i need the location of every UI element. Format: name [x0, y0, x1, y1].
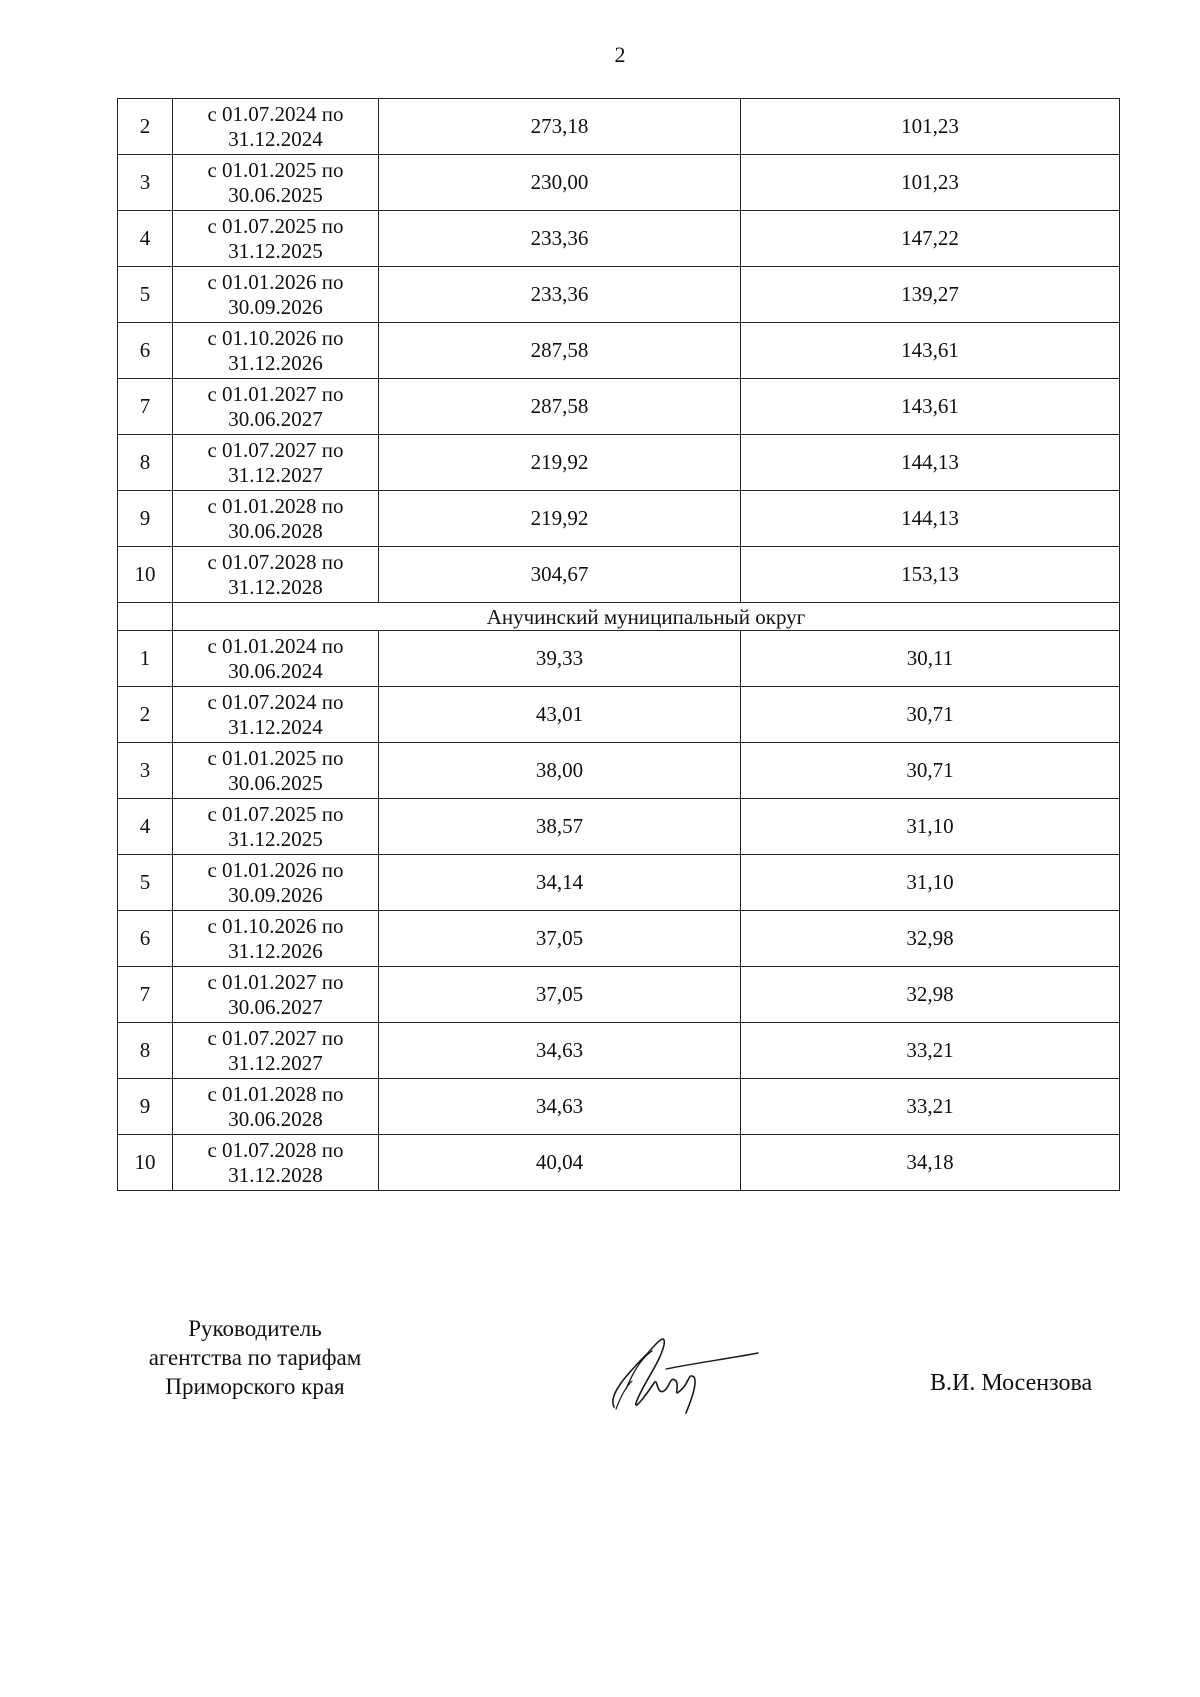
tariff-value-2-cell: 143,61: [741, 379, 1120, 435]
period-to: 31.12.2028: [228, 574, 323, 599]
section-title: Анучинский муниципальный округ: [173, 603, 1120, 631]
period-from: с 01.07.2025 по: [207, 213, 344, 238]
tariff-value-1-cell: 37,05: [379, 911, 741, 967]
tariff-value-2-cell: 144,13: [741, 435, 1120, 491]
tariff-value-1-cell: 230,00: [379, 155, 741, 211]
row-number-cell: 9: [118, 491, 173, 547]
period-to: 31.12.2026: [228, 938, 323, 963]
period-from: с 01.01.2026 по: [207, 857, 344, 882]
period-to: 31.12.2027: [228, 1050, 323, 1075]
table-row: [118, 211, 1120, 267]
table-row: [118, 99, 1120, 155]
period-to: 30.06.2027: [228, 406, 323, 431]
tariff-value-2-cell: 147,22: [741, 211, 1120, 267]
row-number-cell: 8: [118, 1023, 173, 1079]
tariff-table: [117, 98, 1120, 1191]
table-row: [118, 855, 1120, 911]
row-number-cell: 10: [118, 547, 173, 603]
table-row: [118, 267, 1120, 323]
period-to: 31.12.2025: [228, 826, 323, 851]
table-row: [118, 1135, 1120, 1191]
period-cell: [173, 211, 379, 267]
period-to: 31.12.2024: [228, 714, 323, 739]
tariff-value-1-cell: 219,92: [379, 435, 741, 491]
table-row: [118, 435, 1120, 491]
tariff-value-1-cell: 233,36: [379, 267, 741, 323]
period-from: с 01.07.2028 по: [207, 549, 344, 574]
row-number-cell: 9: [118, 1079, 173, 1135]
table-row: [118, 323, 1120, 379]
row-number-cell: 2: [118, 687, 173, 743]
tariff-value-2-cell: 101,23: [741, 99, 1120, 155]
period-from: с 01.07.2027 по: [207, 437, 344, 462]
period-from: с 01.01.2028 по: [207, 1081, 344, 1106]
tariff-value-2-cell: 101,23: [741, 155, 1120, 211]
period-to: 30.09.2026: [228, 882, 323, 907]
tariff-value-2-cell: 32,98: [741, 911, 1120, 967]
tariff-value-1-cell: 39,33: [379, 631, 741, 687]
period-to: 31.12.2027: [228, 462, 323, 487]
period-cell: [173, 743, 379, 799]
table-row: [118, 911, 1120, 967]
tariff-value-1-cell: 38,57: [379, 799, 741, 855]
table-row: [118, 799, 1120, 855]
signer-position-line: Руководитель: [188, 1316, 322, 1341]
tariff-table-group1: [118, 99, 1120, 603]
period-to: 30.06.2027: [228, 994, 323, 1019]
period-from: с 01.07.2024 по: [207, 689, 344, 714]
section-header-row: [118, 603, 1120, 631]
period-cell: [173, 1079, 379, 1135]
period-to: 30.06.2024: [228, 658, 323, 683]
tariff-value-2-cell: 34,18: [741, 1135, 1120, 1191]
tariff-value-2-cell: 30,71: [741, 743, 1120, 799]
period-cell: [173, 855, 379, 911]
period-from: с 01.07.2024 по: [207, 101, 344, 126]
row-number-cell: 4: [118, 211, 173, 267]
tariff-value-2-cell: 143,61: [741, 323, 1120, 379]
period-from: с 01.10.2026 по: [207, 325, 344, 350]
tariff-value-1-cell: 304,67: [379, 547, 741, 603]
period-to: 30.06.2028: [228, 1106, 323, 1131]
period-cell: [173, 435, 379, 491]
table-row: [118, 1023, 1120, 1079]
period-cell: [173, 799, 379, 855]
signer-position-line: Приморского края: [165, 1374, 345, 1399]
period-from: с 01.01.2025 по: [207, 745, 344, 770]
row-number-cell: 7: [118, 379, 173, 435]
row-number-cell: 3: [118, 743, 173, 799]
tariff-value-1-cell: 287,58: [379, 379, 741, 435]
tariff-value-1-cell: 34,14: [379, 855, 741, 911]
table-row: [118, 687, 1120, 743]
period-from: с 01.01.2024 по: [207, 633, 344, 658]
period-from: с 01.07.2028 по: [207, 1137, 344, 1162]
period-to: 30.06.2025: [228, 182, 323, 207]
table-row: [118, 491, 1120, 547]
tariff-value-1-cell: 34,63: [379, 1079, 741, 1135]
table-row: [118, 379, 1120, 435]
table-row: [118, 155, 1120, 211]
tariff-value-2-cell: 33,21: [741, 1079, 1120, 1135]
row-number-cell: 8: [118, 435, 173, 491]
period-cell: [173, 631, 379, 687]
period-to: 31.12.2026: [228, 350, 323, 375]
signer-position: [110, 1314, 400, 1401]
table-row: [118, 967, 1120, 1023]
period-to: 30.06.2025: [228, 770, 323, 795]
period-cell: [173, 99, 379, 155]
row-number-cell: 6: [118, 911, 173, 967]
row-number-cell: 1: [118, 631, 173, 687]
tariff-value-1-cell: 273,18: [379, 99, 741, 155]
row-number-cell: 3: [118, 155, 173, 211]
tariff-value-2-cell: 139,27: [741, 267, 1120, 323]
row-number-cell: 4: [118, 799, 173, 855]
period-from: с 01.01.2025 по: [207, 157, 344, 182]
signer-position-line: агентства по тарифам: [148, 1345, 362, 1370]
tariff-value-1-cell: 38,00: [379, 743, 741, 799]
period-cell: [173, 323, 379, 379]
row-number-cell: 5: [118, 267, 173, 323]
page-number: 2: [614, 42, 626, 67]
period-cell: [173, 547, 379, 603]
tariff-value-1-cell: 34,63: [379, 1023, 741, 1079]
period-cell: [173, 267, 379, 323]
tariff-table-group2: [118, 631, 1120, 1191]
tariff-value-1-cell: 37,05: [379, 967, 741, 1023]
period-from: с 01.01.2028 по: [207, 493, 344, 518]
tariff-value-2-cell: 30,71: [741, 687, 1120, 743]
tariff-value-1-cell: 233,36: [379, 211, 741, 267]
period-to: 31.12.2025: [228, 238, 323, 263]
period-from: с 01.01.2027 по: [207, 969, 344, 994]
period-cell: [173, 967, 379, 1023]
period-cell: [173, 1135, 379, 1191]
period-from: с 01.07.2025 по: [207, 801, 344, 826]
table-row: [118, 631, 1120, 687]
period-from: с 01.07.2027 по: [207, 1025, 344, 1050]
row-number-cell: 2: [118, 99, 173, 155]
table-row: [118, 1079, 1120, 1135]
tariff-value-2-cell: 31,10: [741, 855, 1120, 911]
tariff-value-2-cell: 144,13: [741, 491, 1120, 547]
section-header-empty-cell: [118, 603, 173, 631]
period-cell: [173, 1023, 379, 1079]
period-to: 30.06.2028: [228, 518, 323, 543]
row-number-cell: 10: [118, 1135, 173, 1191]
signer-name: В.И. Мосензова: [930, 1370, 1093, 1396]
period-to: 31.12.2024: [228, 126, 323, 151]
tariff-value-2-cell: 30,11: [741, 631, 1120, 687]
tariff-value-2-cell: 31,10: [741, 799, 1120, 855]
period-cell: [173, 911, 379, 967]
period-cell: [173, 687, 379, 743]
tariff-value-1-cell: 287,58: [379, 323, 741, 379]
period-from: с 01.01.2027 по: [207, 381, 344, 406]
tariff-value-1-cell: 40,04: [379, 1135, 741, 1191]
row-number-cell: 6: [118, 323, 173, 379]
period-cell: [173, 155, 379, 211]
period-cell: [173, 379, 379, 435]
period-to: 31.12.2028: [228, 1162, 323, 1187]
table-row: [118, 743, 1120, 799]
period-from: с 01.01.2026 по: [207, 269, 344, 294]
tariff-table-section: [118, 603, 1120, 631]
tariff-value-1-cell: 219,92: [379, 491, 741, 547]
tariff-value-2-cell: 32,98: [741, 967, 1120, 1023]
row-number-cell: 7: [118, 967, 173, 1023]
table-row: [118, 547, 1120, 603]
period-cell: [173, 491, 379, 547]
period-from: с 01.10.2026 по: [207, 913, 344, 938]
handwritten-signature: [606, 1325, 766, 1415]
tariff-value-1-cell: 43,01: [379, 687, 741, 743]
period-to: 30.09.2026: [228, 294, 323, 319]
tariff-value-2-cell: 153,13: [741, 547, 1120, 603]
tariff-value-2-cell: 33,21: [741, 1023, 1120, 1079]
row-number-cell: 5: [118, 855, 173, 911]
